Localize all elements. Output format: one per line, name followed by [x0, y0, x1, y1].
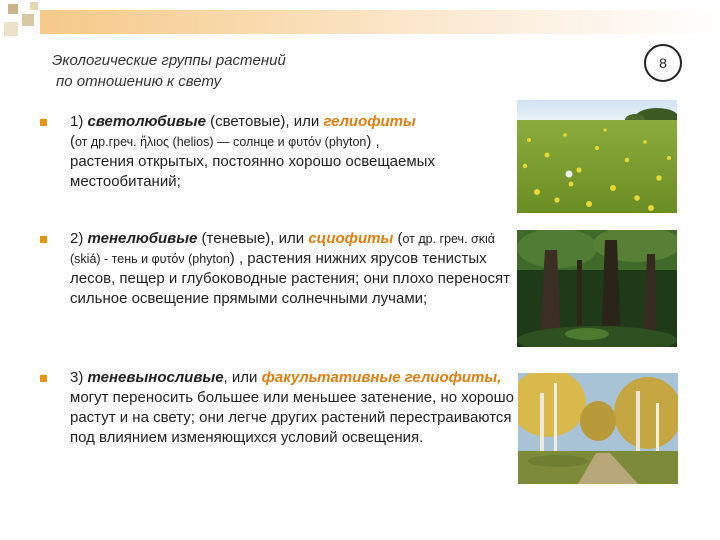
- page-number-badge: [644, 44, 682, 82]
- etym-close: ) ,: [366, 133, 380, 150]
- etym-close: ) , растения: [229, 250, 312, 267]
- bullet-icon: [40, 119, 47, 126]
- term-paren: (световые), или: [210, 113, 320, 130]
- term: тенелюбивые: [87, 230, 198, 247]
- slide-title: [52, 50, 472, 92]
- description: растения открытых, постоянно хорошо освещаемых местообитаний;: [70, 153, 435, 190]
- term-highlight: факультативные гелиофиты,: [261, 369, 502, 386]
- term: теневыносливые: [87, 369, 224, 386]
- item-number: 2): [70, 230, 84, 247]
- term-paren: (теневые), или: [201, 230, 305, 247]
- birch-forest-photo: [518, 373, 678, 484]
- etymology: от др.греч. ἥλιος (helios) — солнце и φυτόν (phyton: [75, 135, 367, 149]
- term-highlight: сциофиты: [308, 230, 394, 247]
- list-item: [40, 368, 514, 478]
- list-item: [40, 112, 510, 202]
- bullet-icon: [40, 236, 47, 243]
- etym-open: (: [70, 133, 75, 150]
- dark-forest-photo: [517, 230, 677, 347]
- header-decoration: [0, 0, 720, 44]
- description: нижних ярусов тенистых лесов, пещер и глубоководные растения; они плохо переносят сильное освещение прямыми солнечными лучами;: [70, 250, 511, 307]
- term-highlight: гелиофиты: [323, 113, 416, 130]
- item-text: [70, 229, 515, 309]
- etym-open: (: [397, 230, 403, 247]
- item-number: 1): [70, 113, 84, 130]
- page-number: 8: [659, 55, 667, 71]
- item-text: [70, 368, 515, 448]
- description: могут переносить большее или меньшее затенение, но хорошо растут и на свету; они легче других растений перестраиваются под влиянием изменяющихся условий освещения.: [70, 389, 514, 446]
- list-item: [40, 229, 510, 339]
- header-gradient-band: [40, 10, 720, 34]
- term-paren: , или: [223, 369, 258, 386]
- item-text: [70, 112, 515, 192]
- term: светолюбивые: [87, 113, 206, 130]
- meadow-photo: [517, 100, 677, 213]
- bullet-icon: [40, 375, 47, 382]
- etymology: от др. греч. σκιά (skiá) - тень и φυτόν (phyton: [70, 232, 495, 266]
- item-number: 3): [70, 369, 84, 386]
- title-line-2: по отношению к свету: [56, 73, 222, 90]
- title-line-1: Экологические группы растений: [52, 52, 286, 69]
